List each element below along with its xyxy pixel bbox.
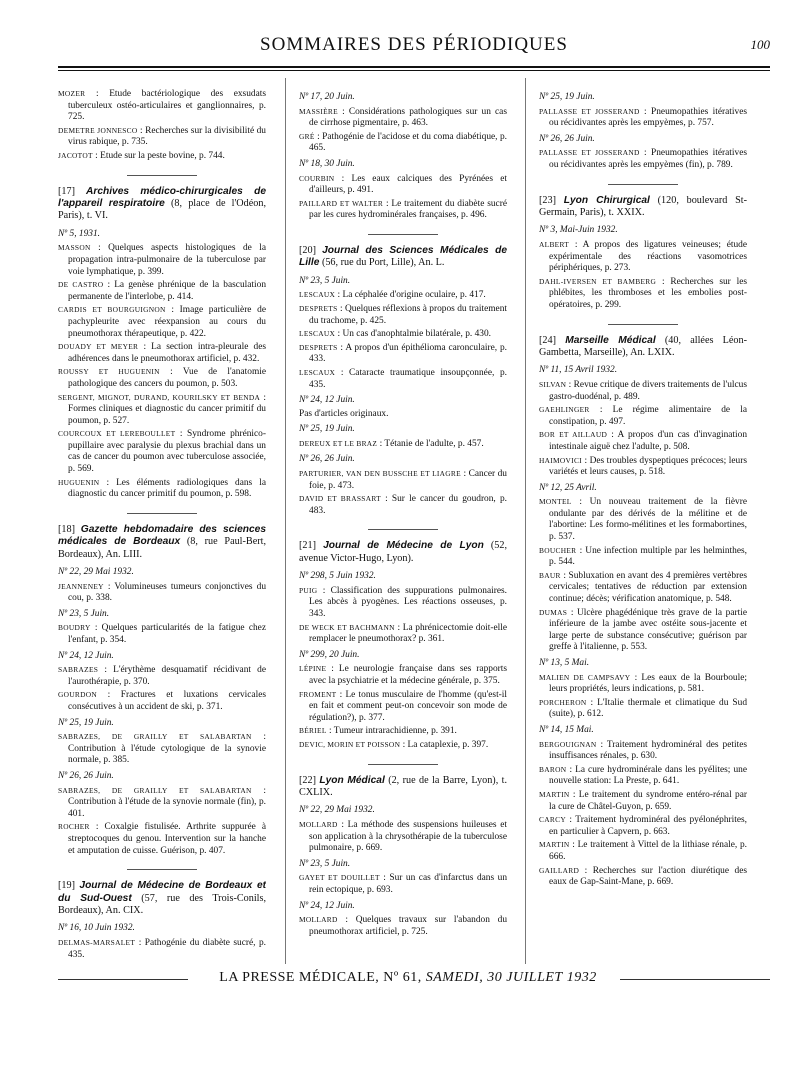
journal-heading bbox=[58, 880, 266, 917]
article-authors: LESCAUX bbox=[299, 290, 336, 300]
journal-info: (8, place de l'Odéon, Paris), t. VI. bbox=[58, 197, 266, 222]
article-title: : Recherches sur la divisibilité du virus rabique, p. 735. bbox=[68, 125, 266, 148]
article-entry bbox=[58, 821, 266, 857]
article-title: : Considérations pathologiques sur un cas de cirrhose pigmentaire, p. 463. bbox=[309, 106, 507, 129]
article-authors: ROCHER bbox=[58, 822, 90, 832]
article-entry bbox=[58, 242, 266, 278]
article-title: : Le tonus musculaire de l'homme (qu'est-il en fait et comment peut-on concevoir son mode de régulation?), p. 377. bbox=[309, 689, 507, 723]
page-header bbox=[58, 34, 770, 66]
issue-date: Nº 24, 12 Juin. bbox=[299, 395, 355, 406]
header-rule-thin bbox=[58, 70, 770, 71]
article-authors: CARDIS ET BOURGUIGNON bbox=[58, 305, 166, 315]
article-title: : Cataracte traumatique insoupçonnée, p. 435. bbox=[309, 367, 507, 390]
article-title: : Un nouveau traitement de la fièvre ondulante par des dérivés de la mélitine et de l'abortine: Les formo-mélitines et les formabortines, p. 537. bbox=[549, 497, 747, 543]
column-divider bbox=[525, 78, 526, 964]
issue-date: Nº 24, 12 Juin. bbox=[58, 650, 114, 661]
column-3 bbox=[539, 88, 747, 958]
article-entry bbox=[539, 496, 747, 543]
article-entry bbox=[299, 342, 507, 366]
article-authors: DE WECK ET BACHMANN bbox=[299, 622, 395, 632]
article-authors: GAILLARD bbox=[539, 865, 580, 875]
article-title: : Le traitement du diabète sucré par les cures hydrominérales françaises, p. 496. bbox=[309, 198, 507, 221]
journal-number: [22] bbox=[299, 774, 316, 786]
footer-journal: LA PRESSE MÉDICALE, bbox=[219, 970, 380, 985]
issue-date: Nº 11, 15 Avril 1932. bbox=[539, 365, 618, 376]
page-title: SOMMAIRES DES PÉRIODIQUES bbox=[260, 34, 568, 55]
article-entry bbox=[299, 198, 507, 222]
article-authors: DE CASTRO bbox=[58, 280, 104, 290]
journal-heading bbox=[299, 245, 507, 270]
article-authors: DOUADY ET MEYER bbox=[58, 342, 139, 352]
issue-date: Nº 17, 20 Juin. bbox=[299, 92, 355, 102]
article-authors: LÉPINE bbox=[299, 664, 327, 674]
journal-number: [24] bbox=[539, 334, 556, 346]
article-title: : Volumineuses tumeurs conjonctives du cou, p. 338. bbox=[68, 581, 266, 604]
article-entry bbox=[539, 276, 747, 312]
article-entry bbox=[539, 739, 747, 763]
article-entry bbox=[299, 328, 507, 341]
article-authors: BERGOUIGNAN bbox=[539, 739, 597, 749]
article-title: : A propos des ligatures veineuses; étude expérimentale des réactions vasomotrices périphériques, p. 273. bbox=[549, 239, 747, 274]
issue-date: Nº 22, 29 Mai 1932. bbox=[58, 567, 134, 578]
article-title: : Quelques réflexions à propos du traitement du trachome, p. 425. bbox=[309, 303, 507, 326]
article-authors: COURBIN bbox=[299, 173, 335, 183]
article-entry bbox=[539, 545, 747, 569]
issue-date: Nº 13, 5 Mai. bbox=[539, 658, 590, 668]
article-title: : Ulcère phagédénique très grave de la partie inférieure de la jambe avec ostéite sous-jacente et large perte de substance consécutive; guérison par greffe à l'italienne, p. 553. bbox=[549, 607, 747, 653]
article-authors: MONTEL bbox=[539, 497, 572, 507]
journal-number: [17] bbox=[58, 185, 75, 197]
article-authors: MOLLARD bbox=[299, 915, 338, 925]
article-authors: DESPRETS bbox=[299, 342, 338, 352]
article-entry bbox=[539, 106, 747, 130]
footer-day: SAMEDI, bbox=[425, 970, 484, 985]
issue-date: Nº 298, 5 Juin 1932. bbox=[299, 571, 376, 582]
issue-date: Nº 299, 20 Juin. bbox=[299, 649, 360, 660]
article-authors: PALLASSE ET JOSSERAND bbox=[539, 106, 640, 116]
article-title: : L'Italie thermale et climatique du Sud (suite), p. 612. bbox=[549, 697, 747, 720]
article-authors: JACOTOT bbox=[58, 150, 93, 160]
article-authors: PORCHERON bbox=[539, 697, 587, 707]
journal-number: [18] bbox=[58, 523, 75, 535]
article-authors: PALLASSE ET JOSSERAND bbox=[539, 148, 640, 158]
article-entry bbox=[299, 914, 507, 938]
article-entry bbox=[58, 366, 266, 390]
article-entry bbox=[539, 239, 747, 275]
article-title: : La genèse phrénique de la basculation permanente de l'interlobe, p. 414. bbox=[68, 280, 266, 302]
article-title: : Formes cliniques et diagnostic du cancer primitif du poumon, p. 527. bbox=[68, 392, 266, 426]
journal-heading bbox=[58, 186, 266, 223]
article-title: : La cure hydrominérale dans les pyélites; une nouvelle station: La Preste, p. 641. bbox=[549, 764, 747, 787]
article-entry bbox=[299, 438, 507, 451]
article-title: : Le neurologie française dans ses rapports avec la psychiatrie et la médecine générale, p. 375. bbox=[309, 664, 507, 686]
column-1 bbox=[58, 88, 266, 958]
article-authors: DELMAS-MARSALET bbox=[58, 937, 136, 947]
footer-rule-left bbox=[58, 979, 188, 980]
section-separator bbox=[368, 234, 438, 235]
issue-date: Nº 5, 1931. bbox=[58, 228, 100, 239]
issue-date: Nº 18, 30 Juin. bbox=[299, 158, 355, 169]
footer-year: 1932 bbox=[566, 970, 597, 985]
article-title: : Le traitement à Vittel de la lithiase rénale, p. 666. bbox=[549, 840, 747, 862]
article-entry bbox=[299, 131, 507, 155]
article-entry bbox=[299, 725, 507, 738]
article-entry bbox=[58, 477, 266, 501]
journal-number: [21] bbox=[299, 540, 316, 552]
article-entry bbox=[539, 455, 747, 479]
article-title: : Contribution à l'étude de la synovie normale (fin), p. 401. bbox=[68, 785, 266, 819]
article-title: : Traitement hydrominéral des pyélonéphrites, en particulier à Capvern, p. 663. bbox=[549, 815, 747, 837]
article-entry bbox=[58, 689, 266, 713]
header-rule bbox=[58, 66, 770, 68]
article-title: : Subluxation en avant des 4 premières vertèbres cervicales; tentatives de réduction par extension continue; décès; vérification anatomique, p. 548. bbox=[549, 570, 747, 605]
page-footer bbox=[58, 970, 770, 990]
journal-info: (40, allées Léon-Gambetta, Marseille), An. LXIX. bbox=[539, 334, 747, 358]
article-authors: ALBERT bbox=[539, 239, 570, 249]
journal-name: Journal de Médecine de Bordeaux et du Sud-Ouest bbox=[58, 880, 266, 904]
article-entry bbox=[299, 622, 507, 646]
article-authors: SERGENT, MIGNOT, DURAND, KOURILSKY ET BENDA bbox=[58, 392, 261, 402]
journal-heading bbox=[299, 775, 507, 800]
article-entry bbox=[58, 88, 266, 124]
article-entry bbox=[299, 689, 507, 725]
article-entry bbox=[299, 739, 507, 752]
article-title: : Traitement hydrominéral des petites insuffisances rénales, p. 630. bbox=[549, 739, 747, 762]
section-separator bbox=[368, 764, 438, 765]
article-entry bbox=[58, 125, 266, 149]
article-authors: DAVID ET BRASSART bbox=[299, 494, 381, 504]
article-title: : Etude sur la peste bovine, p. 744. bbox=[95, 150, 225, 161]
article-entry bbox=[539, 147, 747, 171]
article-entry bbox=[299, 872, 507, 896]
article-title: : La cataplexie, p. 397. bbox=[402, 739, 489, 750]
issue-date: Nº 24, 12 Juin. bbox=[299, 900, 355, 911]
issue-date: Nº 25, 19 Juin. bbox=[539, 92, 595, 102]
article-authors: SABRAZES, DE GRAILLY ET SALABARTAN bbox=[58, 732, 252, 742]
section-separator bbox=[608, 324, 678, 325]
article-authors: PARTURIER, VAN DEN BUSSCHE ET LIAGRE bbox=[299, 469, 461, 479]
journal-name: Lyon Chirurgical bbox=[563, 194, 650, 206]
article-entry bbox=[539, 429, 747, 453]
article-title: : Les éléments radiologiques dans la diagnostic du cancer primitif du poumon, p. 598. bbox=[68, 477, 266, 500]
article-entry bbox=[539, 697, 747, 721]
issue-date: Nº 23, 5 Juin. bbox=[58, 608, 110, 619]
journal-info: (52, avenue Victor-Hugo, Lyon). bbox=[299, 540, 507, 564]
section-separator bbox=[368, 529, 438, 530]
article-entry bbox=[58, 279, 266, 303]
article-title: : Un cas d'anophtalmie bilatérale, p. 430. bbox=[337, 329, 491, 340]
article-entry bbox=[299, 585, 507, 621]
journal-heading bbox=[58, 524, 266, 561]
article-entry bbox=[539, 607, 747, 654]
article-title: : Les eaux calciques des Pyrénées et d'ailleurs, p. 491. bbox=[309, 173, 507, 196]
article-authors: COURCOUX ET LEREBOULLET bbox=[58, 429, 176, 439]
article-title: : Sur un cas d'infarctus dans un rein ectopique, p. 693. bbox=[309, 873, 507, 895]
article-authors: JEANNENEY bbox=[58, 581, 104, 591]
article-title: : Fractures et luxations cervicales consécutives à un accident de ski, p. 371. bbox=[68, 690, 266, 712]
issue-date: Nº 26, 26 Juin. bbox=[299, 454, 355, 465]
article-entry bbox=[58, 341, 266, 365]
journal-name: Journal des Sciences Médicales de Lille bbox=[299, 244, 507, 269]
article-title: : La phrénicectomie doit-elle remplacer le pneumothorax? p. 361. bbox=[309, 622, 507, 645]
journal-info: (120, boulevard St-Germain, Paris), t. XXIX. bbox=[539, 194, 747, 218]
article-entry bbox=[539, 764, 747, 788]
footer-date: 30 JUILLET bbox=[487, 970, 563, 985]
issue-date: Nº 25, 19 Juin. bbox=[299, 424, 355, 435]
section-separator bbox=[608, 184, 678, 185]
article-authors: ROUSSY ET HUGUENIN bbox=[58, 367, 160, 377]
article-title: : Syndrome phrénico-pupillaire avec paralysie du plexus brachial dans un cas de cancer du poumon avec tuberculose associée, p. 569. bbox=[68, 429, 266, 475]
article-authors: MASSON bbox=[58, 243, 91, 253]
article-title: : Quelques particularités de la fatigue chez l'enfant, p. 354. bbox=[68, 623, 266, 646]
article-entry bbox=[539, 570, 747, 606]
issue-date: Nº 23, 5 Juin. bbox=[299, 275, 351, 286]
issue-date: Nº 26, 26 Juin. bbox=[58, 770, 114, 781]
journal-number: [23] bbox=[539, 194, 556, 206]
column-divider bbox=[285, 78, 286, 964]
journal-number: [19] bbox=[58, 880, 75, 892]
article-title: : Coxalgie fistulisée. Arthrite suppurée à streptocoques du genou. Intervention sur la hanche et amputation de cuisse. Guérison, p. 407. bbox=[68, 822, 266, 856]
article-entry bbox=[299, 303, 507, 327]
article-title: : Image particulière de pachypleurite avec réexpansion au cours du pneumothorax thérapeutique, p. 422. bbox=[68, 305, 266, 339]
issue-date: Nº 3, Mai-Juin 1932. bbox=[539, 225, 618, 236]
article-title: : Tumeur intrarachidienne, p. 391. bbox=[329, 726, 457, 737]
journal-heading bbox=[539, 335, 747, 360]
article-authors: GOURDON bbox=[58, 690, 98, 700]
issue-date: Nº 12, 25 Avril. bbox=[539, 482, 597, 493]
issue-date: Nº 25, 19 Juin. bbox=[58, 717, 114, 728]
article-authors: MARTIN bbox=[539, 789, 570, 799]
article-title: : Sur le cancer du goudron, p. 483. bbox=[309, 494, 507, 516]
article-authors: HAIMOVICI bbox=[539, 455, 582, 465]
article-authors: LESCAUX bbox=[299, 329, 336, 339]
article-authors: MARTIN bbox=[539, 840, 570, 850]
article-entry bbox=[58, 150, 266, 163]
article-authors: HUGUENIN bbox=[58, 477, 100, 487]
section-separator bbox=[127, 513, 197, 514]
journal-name: Lyon Médical bbox=[319, 774, 385, 786]
journal-info: (56, rue du Port, Lille), An. L. bbox=[321, 257, 445, 269]
section-separator bbox=[127, 869, 197, 870]
article-entry bbox=[299, 493, 507, 517]
article-entry bbox=[58, 622, 266, 646]
article-authors: MOZER bbox=[58, 89, 86, 98]
article-title: : Etude bactériologique des exsudats tuberculeux ostéo-articulaires et ganglionnaires, p. 725. bbox=[68, 89, 266, 123]
article-entry bbox=[58, 304, 266, 340]
article-entry bbox=[299, 663, 507, 687]
article-title: : La méthode des suspensions huileuses et son application à la chrysothérapie de la tuberculose pulmonaire, p. 669. bbox=[309, 819, 507, 854]
article-authors: SILVAN bbox=[539, 379, 567, 389]
article-title: : Des troubles dyspeptiques précoces; leurs variétés et leurs causes, p. 518. bbox=[549, 455, 747, 478]
article-authors: DEREUX ET LE BRAZ bbox=[299, 438, 378, 448]
journal-name: Archives médico-chirurgicales de l'appareil respiratoire bbox=[58, 185, 266, 209]
article-entry bbox=[299, 468, 507, 492]
article-title: : Pathogénie de l'acidose et du coma diabétique, p. 465. bbox=[309, 131, 507, 154]
article-title: : Classification des suppurations pulmonaires. Les abcès à pyogènes. Les réactions osseuses, p. 343. bbox=[309, 585, 507, 620]
article-entry bbox=[58, 731, 266, 767]
article-title: : La céphalée d'origine oculaire, p. 417. bbox=[337, 290, 486, 301]
article-title: : L'érythème desquamatif récidivant de l'aurothérapie, p. 370. bbox=[68, 665, 266, 687]
article-entry bbox=[299, 173, 507, 197]
article-authors: BAUR bbox=[539, 570, 561, 580]
journal-info: (8, rue Paul-Bert, Bordeaux), An. LIII. bbox=[58, 536, 266, 560]
article-title: : Tétanie de l'adulte, p. 457. bbox=[379, 438, 484, 449]
article-entry bbox=[539, 789, 747, 813]
article-title: : Les eaux de la Bourboule; leurs propriétés, leurs indications, p. 581. bbox=[549, 672, 747, 695]
article-authors: SABRAZES bbox=[58, 665, 99, 675]
article-entry bbox=[58, 785, 266, 821]
article-authors: DEVIC, MORIN ET POISSON bbox=[299, 739, 401, 749]
journal-name: Journal de Médecine de Lyon bbox=[323, 540, 484, 552]
journal-name: Marseille Médical bbox=[565, 334, 656, 346]
article-title: : Contribution à l'étude cytologique de la synovie normale, p. 385. bbox=[68, 732, 266, 766]
article-entry bbox=[539, 404, 747, 428]
article-title: : Cancer du foie, p. 473. bbox=[309, 469, 507, 491]
article-title: : La section intra-pleurale des adhérences dans le pneumothorax artificiel, p. 432. bbox=[68, 342, 266, 364]
article-entry bbox=[299, 367, 507, 391]
issue-date: Nº 14, 15 Mai. bbox=[539, 724, 594, 735]
article-authors: MASSIÈRE bbox=[299, 106, 338, 116]
article-title: : Revue critique de divers traitements de l'ulcus gastro-duodénal, p. 489. bbox=[549, 379, 747, 402]
article-entry bbox=[299, 289, 507, 302]
article-entry bbox=[299, 819, 507, 855]
article-authors: BOUDRY bbox=[58, 623, 91, 633]
article-authors: PAILLARD ET WALTER bbox=[299, 198, 384, 208]
article-authors: PUIG bbox=[299, 585, 318, 595]
article-entry bbox=[539, 672, 747, 696]
article-authors: FROMENT bbox=[299, 689, 337, 699]
article-entry bbox=[58, 937, 266, 958]
issue-date: Nº 16, 10 Juin 1932. bbox=[58, 923, 135, 934]
article-authors: BOR ET AILLAUD bbox=[539, 430, 608, 440]
article-title: : Pneumopathies itératives ou récidivantes après les empyèmes (fin), p. 789. bbox=[549, 148, 747, 170]
article-authors: GAEHLINGER bbox=[539, 405, 590, 415]
article-title: : Recherches sur les phlébites, les thromboses et les embolies post-opératoires, p. 299. bbox=[549, 276, 747, 310]
article-entry bbox=[539, 379, 747, 403]
column-2 bbox=[299, 88, 507, 958]
journal-name: Gazette hebdomadaire des sciences médicales de Bordeaux bbox=[58, 523, 266, 548]
journal-heading bbox=[539, 195, 747, 220]
page-number: 100 bbox=[750, 37, 770, 52]
article-title: : Quelques travaux sur l'abandon du pneumothorax artificiel, p. 725. bbox=[309, 915, 507, 937]
article-authors: BOUCHER bbox=[539, 545, 577, 555]
article-authors: GRÉ bbox=[299, 131, 315, 141]
article-entry bbox=[58, 581, 266, 605]
article-authors: SABRAZES, DE GRAILLY ET SALABARTAN bbox=[58, 785, 252, 795]
article-title: : A propos d'un cas d'invagination intestinale aiguë chez l'adulte, p. 508. bbox=[549, 430, 747, 452]
article-authors: DESPRETS bbox=[299, 303, 338, 313]
article-entry bbox=[299, 106, 507, 130]
article-entry bbox=[539, 814, 747, 838]
journal-info: (57, rue des Trois-Conils, Bordeaux), An. CIX. bbox=[58, 892, 266, 916]
section-separator bbox=[127, 175, 197, 176]
journal-heading bbox=[299, 540, 507, 565]
article-authors: DAHL-IVERSEN ET BAMBERG bbox=[539, 276, 657, 286]
article-authors: MOLLARD bbox=[299, 819, 338, 829]
note-text: Pas d'articles originaux. bbox=[299, 408, 389, 419]
article-title: : Quelques aspects histologiques de la propagation intra-pulmonaire de la tuberculose par voie lymphatique, p. 399. bbox=[68, 243, 266, 277]
article-authors: BARON bbox=[539, 764, 567, 774]
article-title: : Une infection multiple par les helminthes, p. 544. bbox=[549, 545, 747, 568]
article-title: : Pneumopathies itératives ou récidivantes après les empyèmes, p. 757. bbox=[549, 106, 747, 129]
issue-date: Nº 22, 29 Mai 1932. bbox=[299, 805, 375, 816]
article-authors: CARCY bbox=[539, 815, 566, 825]
article-entry bbox=[539, 839, 747, 863]
journal-number: [20] bbox=[299, 244, 316, 256]
article-entry bbox=[58, 392, 266, 428]
footer-text bbox=[198, 970, 618, 986]
article-authors: LESCAUX bbox=[299, 367, 336, 377]
article-authors: BÉRIEL bbox=[299, 726, 327, 736]
issue-date: Nº 23, 5 Juin. bbox=[299, 858, 351, 869]
article-entry bbox=[58, 664, 266, 688]
journal-info: (2, rue de la Barre, Lyon), t. CXLIX. bbox=[299, 774, 507, 798]
article-title: : Pathogénie du diabète sucré, p. 435. bbox=[68, 937, 266, 958]
article-entry bbox=[58, 428, 266, 475]
article-authors: MALIEN DE CAMPSAVY bbox=[539, 672, 631, 682]
footer-issue: Nº 61, bbox=[383, 970, 422, 985]
article-title: : Le traitement du syndrome entéro-rénal par la cure de Châtel-Guyon, p. 659. bbox=[549, 789, 747, 812]
article-authors: DEMETRE JONNESCO bbox=[58, 125, 138, 135]
article-title: : Recherches sur l'action diurétique des eaux de Gap-Saint-Mane, p. 669. bbox=[549, 865, 747, 888]
article-authors: DUMAS bbox=[539, 607, 568, 617]
article-authors: GAYET ET DOUILLET bbox=[299, 873, 380, 883]
article-title: : A propos d'un épithélioma caronculaire, p. 433. bbox=[309, 342, 507, 365]
article-entry bbox=[539, 865, 747, 889]
issue-date: Nº 26, 26 Juin. bbox=[539, 133, 595, 144]
article-title: : Le régime alimentaire de la constipation, p. 497. bbox=[549, 405, 747, 427]
article-title: : Vue de l'anatomie pathologique des cancers du poumon, p. 503. bbox=[68, 367, 266, 389]
footer-rule-right bbox=[620, 979, 770, 980]
